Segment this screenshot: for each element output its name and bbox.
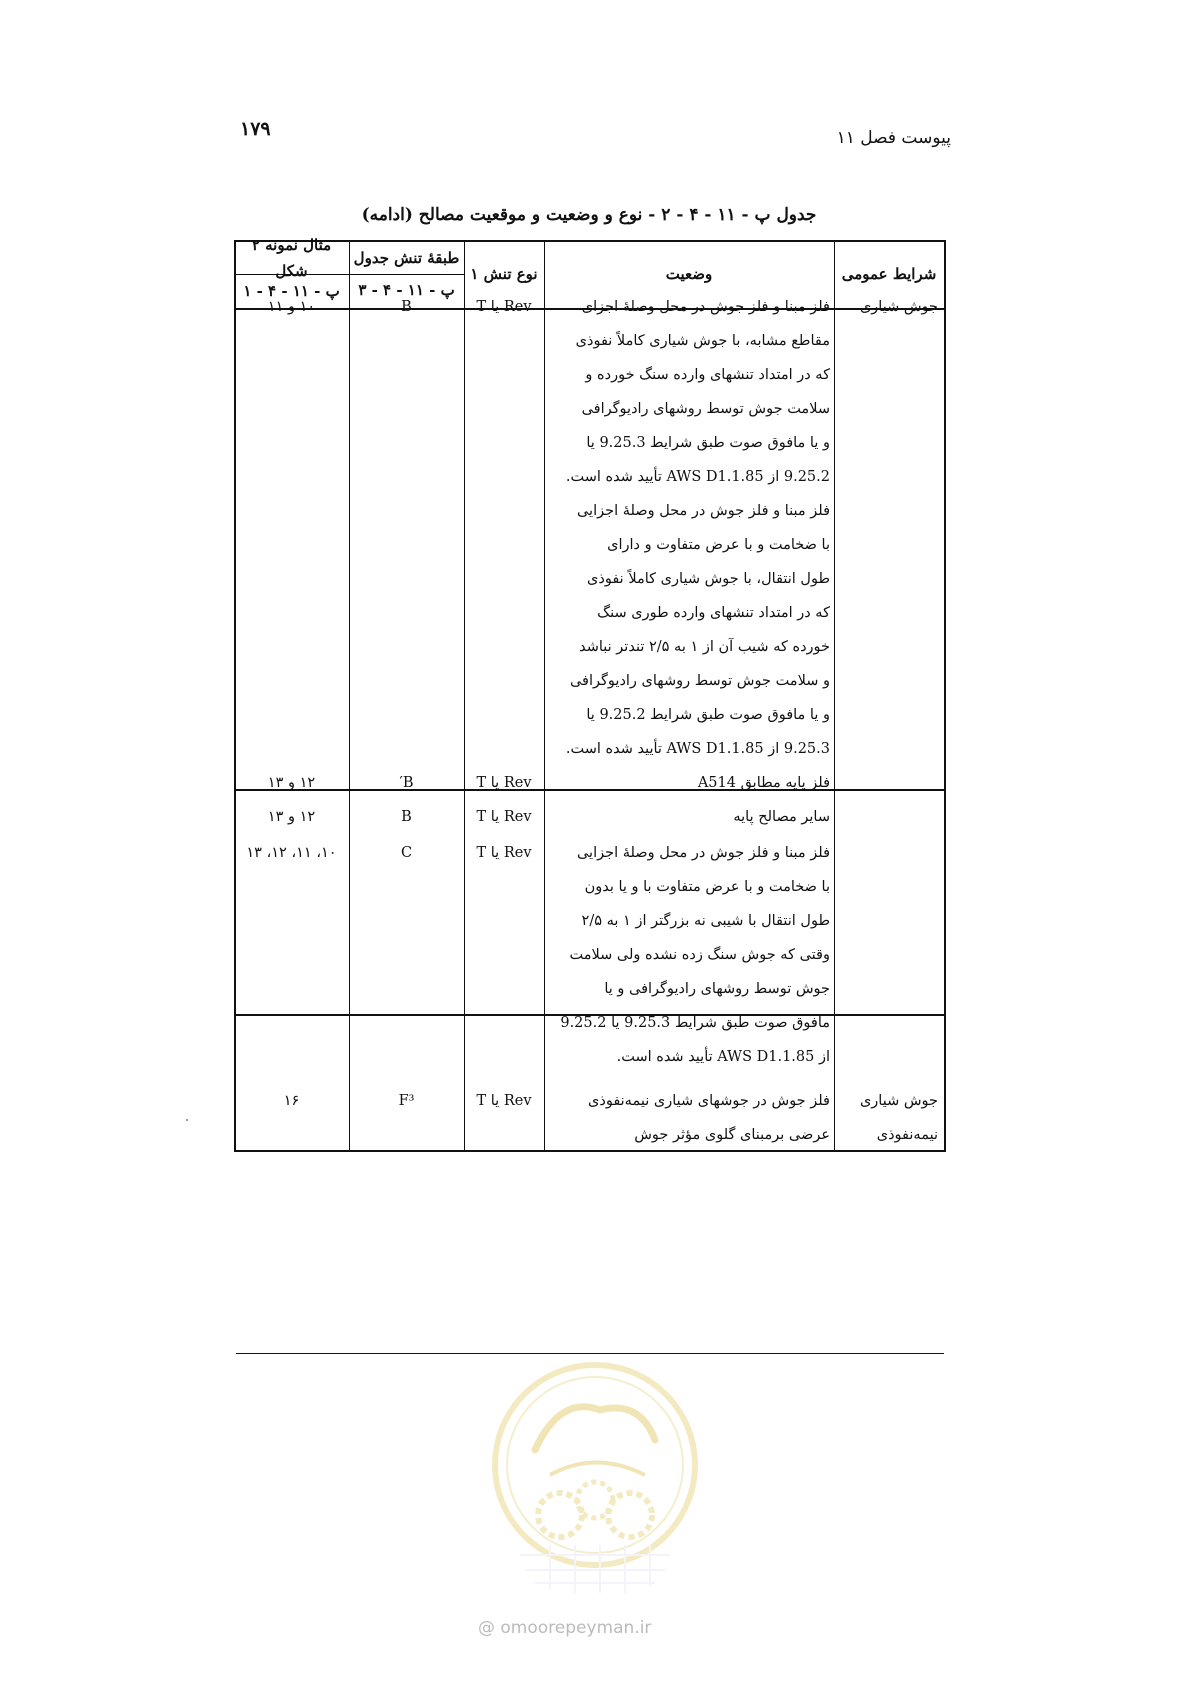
header-category-top: طبقهٔ تنش جدول [349,242,464,275]
condition-line: فلز جوش در جوشهای شیاری نیمه‌نفوذی [588,1093,830,1109]
condition-line: وقتی که جوش سنگ زده نشده ولی سلامت [569,947,830,963]
row5-category: F³ [398,1093,415,1109]
condition-line: خورده که شیب آن از ۱ به ۲/۵ تندتر نباشد [579,639,830,655]
header-stress: نوع تنش ۱ [470,265,538,283]
condition-line: و یا مافوق صوت طبق شرایط 9.25.3 یا [586,435,830,451]
condition-line: از AWS D1.1.85 تأیید شده است. [616,1049,830,1065]
row2-category: B′ [399,775,414,791]
row5-example: ۱۶ [283,1093,300,1109]
condition-line: با ضخامت و با عرض متفاوت و دارای [607,537,830,553]
row4-category: C [400,845,413,861]
condition-line: عرضی برمبنای گلوی مؤثر جوش [634,1127,830,1143]
header-condition: وضعیت [665,265,713,283]
watermark-site-text: omoorepeyman.ir [500,1618,652,1638]
condition-line: فلز مبنا و فلز جوش در محل وصلهٔ اجزای [581,299,830,315]
row4-stress: T یا Rev [476,845,532,861]
speck [186,1119,188,1121]
header-general: شرایط عمومی [841,265,937,283]
header-category-bottom: پ - ۱۱ - ۴ - ۳ [358,281,455,300]
condition-line: 9.25.3 از AWS D1.1.85 تأیید شده است. [565,741,830,757]
condition-line: سایر مصالح پایه [733,809,830,825]
condition-line: فلز مبنا و فلز جوش در محل وصلهٔ اجزایی [576,845,830,861]
condition-line: مقاطع مشابه، با جوش شیاری کاملاً نفوذی [575,333,830,349]
header-example-bottom: پ - ۱۱ - ۴ - ۱ [243,281,340,300]
condition-line: طول انتقال، با جوش شیاری کاملاً نفوذی [587,571,830,587]
row5-stress: T یا Rev [476,1093,532,1109]
condition-line: که در امتداد تنشهای وارده سنگ خورده و [585,367,830,383]
condition-line: با ضخامت و با عرض متفاوت با و یا بدون [584,879,830,895]
condition-line: سلامت جوش توسط روشهای رادیوگرافی [581,401,830,417]
condition-line: طول انتقال با شیبی نه بزرگتر از ۱ به ۲/۵ [581,913,830,929]
condition-line: مافوق صوت طبق شرایط 9.25.3 یا 9.25.2 [560,1015,830,1031]
row1-category: B [401,299,412,315]
row-separator [236,1353,944,1354]
condition-line: و سلامت جوش توسط روشهای رادیوگرافی [569,673,830,689]
page-number: ۱۷۹ [240,118,271,140]
condition-line: فلز پایه مطابق A514 [697,775,830,791]
row3-example: ۱۲ و ۱۳ [267,809,316,825]
table-title: جدول پ - ۱۱ - ۴ - ۲ - نوع و وضعیت و موقعیت مصالح (ادامه) [361,205,817,225]
row3-category: B [401,809,412,825]
row5-general: جوش شیاری [859,1093,938,1109]
condition-line: 9.25.2 از AWS D1.1.85 تأیید شده است. [565,469,830,485]
watermark-site: @ omoorepeyman.ir [478,1618,652,1638]
condition-line: فلز مبنا و فلز جوش در محل وصلهٔ اجزایی [576,503,830,519]
row3-stress: T یا Rev [476,809,532,825]
row1-general: جوش شیاری [859,299,938,315]
running-head: پیوست فصل ۱۱ [836,128,951,148]
condition-line: جوش توسط روشهای رادیوگرافی و یا [604,981,830,997]
row5-general: نیمه‌نفوذی [876,1127,938,1143]
data-table [234,236,946,1152]
header-example-top: مثال نمونه ۲ شکل [234,242,349,275]
row2-stress: T یا Rev [476,775,532,791]
watermark-logo-icon [480,1355,710,1595]
row1-example: ۱۰ و ۱۱ [267,299,316,315]
row2-example: ۱۲ و ۱۳ [267,775,316,791]
condition-line: که در امتداد تنشهای وارده طوری سنگ [597,605,830,621]
condition-line: و یا مافوق صوت طبق شرایط 9.25.2 یا [586,707,830,723]
row1-stress: T یا Rev [476,299,532,315]
row4-example: ۱۰، ۱۱، ۱۲، ۱۳ [246,845,337,861]
